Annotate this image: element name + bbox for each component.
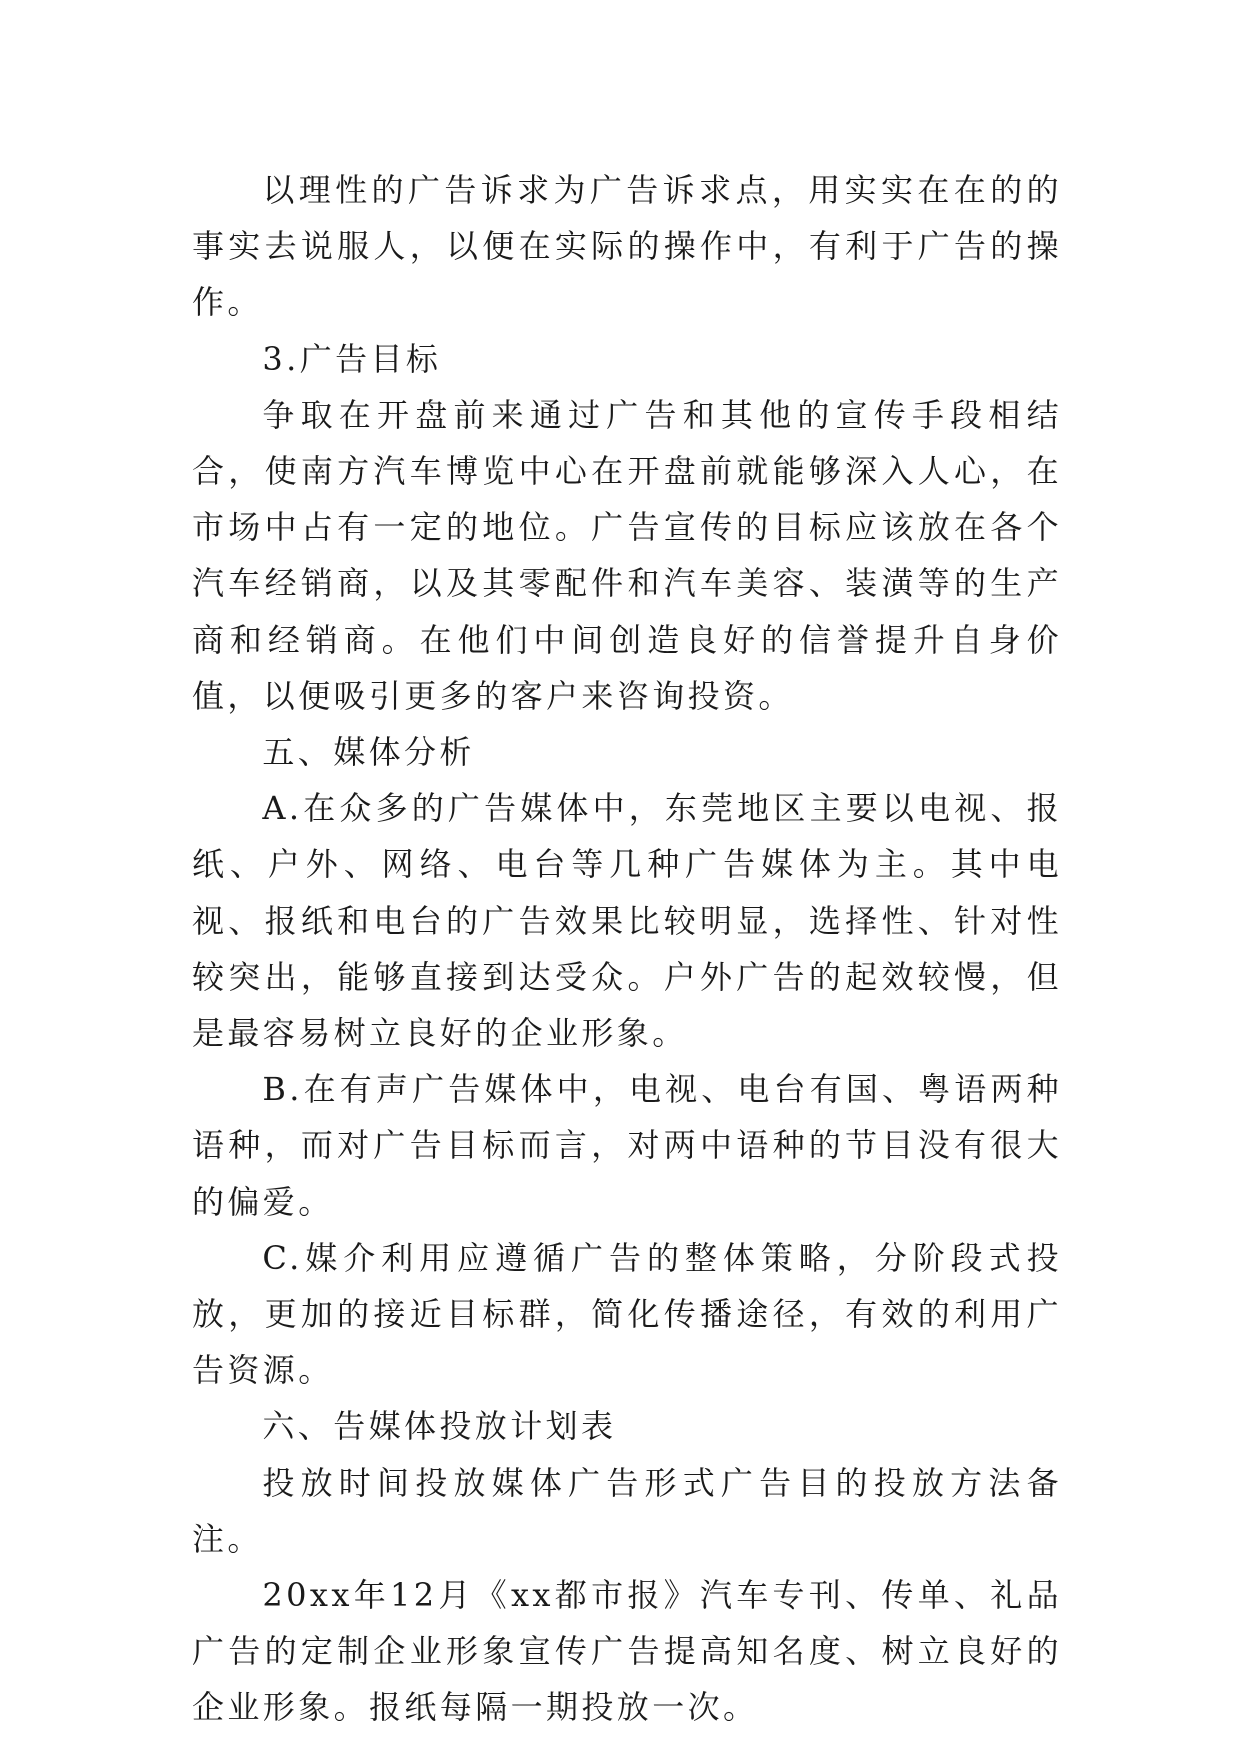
heading-media-analysis: 五、媒体分析 — [262, 733, 475, 772]
paragraph-plan-entry: 20xx年12月《xx都市报》汽车专刊、传单、礼品广告的定制企业形象宣传广告提高知名度、树立良好的企业形象。报纸每隔一期投放一次。 — [192, 1576, 1062, 1727]
paragraph-media-a: A.在众多的广告媒体中，东莞地区主要以电视、报纸、户外、网络、电台等几种广告媒体为主。其中电视、报纸和电台的广告效果比较明显，选择性、针对性较突出，能够直接到达受众。户外广告的起效较慢，但是最容易树立良好的企业形象。 — [192, 789, 1062, 1053]
paragraph-ad-goal: 争取在开盘前来通过广告和其他的宣传手段相结合，使南方汽车博览中心在开盘前就能够深入人心，在市场中占有一定的地位。广告宣传的目标应该放在各个汽车经销商，以及其零配件和汽车美容、装潢等的生产商和经销商。在他们中间创造良好的信誉提升自身价值，以便吸引更多的客户来咨询投资。 — [192, 395, 1062, 715]
heading-ad-goal: 3.广告目标 — [262, 339, 442, 378]
paragraph-media-b: B.在有声广告媒体中，电视、电台有国、粤语两种语种，而对广告目标而言，对两中语种的节目没有很大的偏爱。 — [192, 1070, 1062, 1221]
paragraph-plan-columns: 投放时间投放媒体广告形式广告目的投放方法备注。 — [192, 1463, 1062, 1558]
paragraph-appeal: 以理性的广告诉求为广告诉求点，用实实在在的的事实去说服人，以便在实际的操作中，有利于广告的操作。 — [192, 171, 1062, 322]
heading-media-plan: 六、告媒体投放计划表 — [262, 1407, 617, 1446]
document-body — [192, 162, 1062, 1736]
paragraph-media-c: C.媒介利用应遵循广告的整体策略，分阶段式投放，更加的接近目标群，简化传播途径，有效的利用广告资源。 — [192, 1238, 1062, 1390]
